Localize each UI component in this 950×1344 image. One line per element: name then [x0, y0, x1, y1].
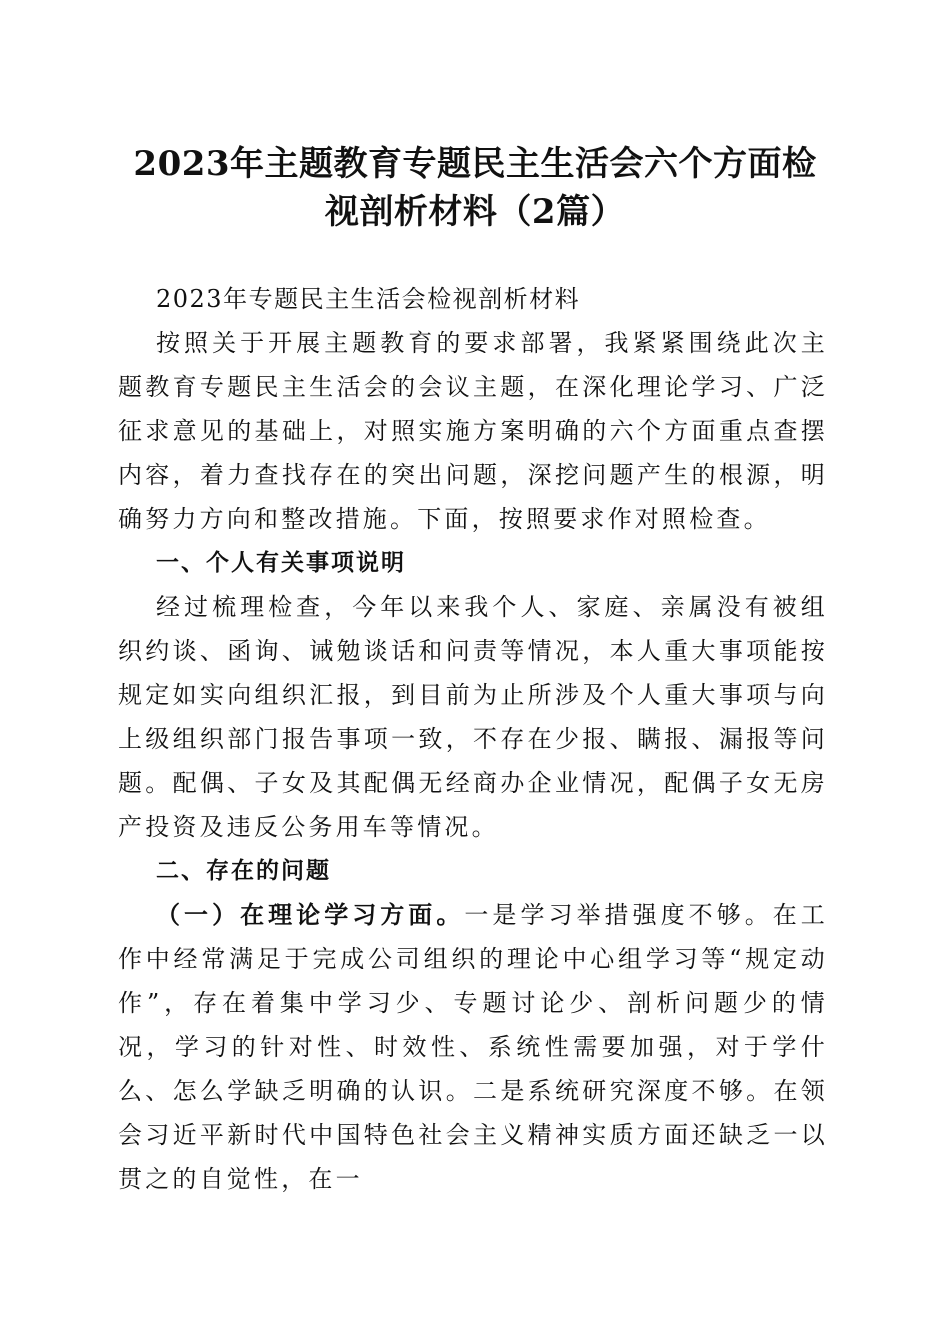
- section-heading-personal-matters: 一、个人有关事项说明: [156, 550, 406, 576]
- theory-study-text: 一是学习举措强度不够。在工作中经常满足于完成公司组织的理论中心组学习等“规定动作”，存在着集中学习少、专题讨论少、剖析问题少的情况，学习的针对性、时效性、系统性需要加强，对于学什么、怎么学缺乏明确的认识。二是系统研究深度不够。在领会习近平新时代中国特色社会主义精神实质方面还缺乏一以贯之的自觉性，在一: [118, 901, 829, 1193]
- theory-study-label: （一）在理论学习方面。: [156, 900, 465, 929]
- intro-paragraph: 按照关于开展主题教育的要求部署，我紧紧围绕此次主题教育专题民主生活会的会议主题，在深化理论学习、广泛征求意见的基础上，对照实施方案明确的六个方面重点查摆内容，着力查找存在的突出问题，深挖问题产生的根源，明确努力方向和整改措施。下面，按照要求作对照检查。: [118, 329, 828, 533]
- document-title-line-2: 视剖析材料（2篇）: [324, 192, 626, 232]
- personal-matters-paragraph: 经过梳理检查，今年以来我个人、家庭、亲属没有被组织约谈、函询、诫勉谈话和问责等情况，本人重大事项能按规定如实向组织汇报，到目前为止所涉及个人重大事项与向上级组织部门报告事项一致，不存在少报、瞒报、漏报等问题。配偶、子女及其配偶无经商办企业情况，配偶子女无房产投资及违反公务用车等情况。: [118, 593, 828, 841]
- document-body: [118, 277, 828, 1201]
- theory-study-paragraph: [118, 893, 828, 1201]
- section-heading-existing-problems: 二、存在的问题: [156, 858, 331, 884]
- document-subtitle: 2023年专题民主生活会检视剖析材料: [156, 285, 581, 313]
- document-title-line-1: 2023年主题教育专题民主生活会六个方面检: [133, 144, 817, 184]
